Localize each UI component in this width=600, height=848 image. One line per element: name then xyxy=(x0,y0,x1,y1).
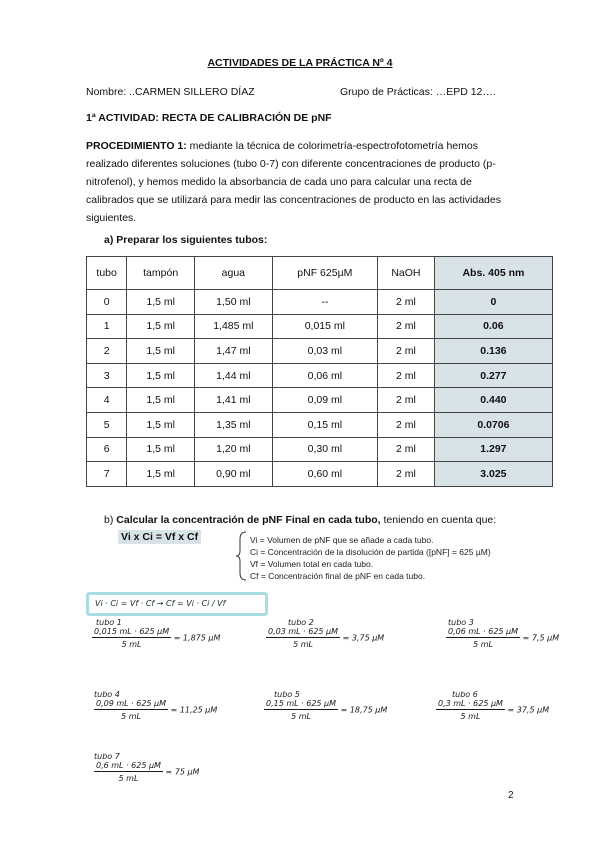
cell-absorbance: 1.297 xyxy=(434,437,552,462)
cell-pnf: 0,015 ml xyxy=(272,314,377,339)
cell-pnf: 0,06 ml xyxy=(272,363,377,388)
calc-tubo-2 xyxy=(266,618,384,649)
calc-denominator: 5 mL xyxy=(121,640,142,649)
cell-tubo: 5 xyxy=(87,412,127,437)
calc-denominator: 5 mL xyxy=(293,640,313,649)
cell-naoh: 2 ml xyxy=(378,388,435,413)
activity-heading: 1ª ACTIVIDAD: RECTA DE CALIBRACIÓN DE pNF xyxy=(86,112,332,124)
calc-result: = 1,875 µM xyxy=(173,633,221,643)
legend-ci: Ci = Concentración de la disolución de partida ([pNF] = 625 µM) xyxy=(250,547,491,557)
cell-tampon: 1,5 ml xyxy=(127,290,195,315)
section-a-heading: a) Preparar los siguientes tubos: xyxy=(104,234,268,246)
cell-absorbance: 0.0706 xyxy=(434,412,552,437)
calc-tubo-7 xyxy=(94,752,199,783)
formula-legend xyxy=(250,534,491,582)
legend-vf: Vf = Volumen total en cada tubo. xyxy=(250,559,374,569)
tubes-table xyxy=(86,256,553,487)
table-row xyxy=(87,339,553,364)
cell-agua: 1,20 ml xyxy=(195,437,273,462)
cell-naoh: 2 ml xyxy=(378,462,435,487)
calc-result: = 75 µM xyxy=(165,767,200,777)
cell-agua: 1,41 ml xyxy=(195,388,273,413)
cell-tampon: 1,5 ml xyxy=(127,339,195,364)
cell-pnf: 0,60 ml xyxy=(272,462,377,487)
legend-cf: Cf = Concentración final de pNF en cada tubo. xyxy=(250,571,426,581)
calc-tubo-1 xyxy=(92,618,220,649)
cell-naoh: 2 ml xyxy=(378,363,435,388)
cell-tampon: 1,5 ml xyxy=(127,363,195,388)
cell-naoh: 2 ml xyxy=(378,314,435,339)
section-b-bold: Calcular la concentración de pNF Final en cada tubo, xyxy=(116,514,381,526)
calc-denominator: 5 mL xyxy=(118,774,139,783)
cell-tampon: 1,5 ml xyxy=(127,412,195,437)
calc-numerator: 0,6 mL · 625 µM xyxy=(96,761,161,770)
legend-vi: Vi = Volumen de pNF que se añade a cada tubo. xyxy=(250,535,434,545)
cell-tampon: 1,5 ml xyxy=(127,388,195,413)
calc-result: = 3,75 µM xyxy=(342,633,385,643)
cell-naoh: 2 ml xyxy=(378,339,435,364)
cell-pnf: 0,15 ml xyxy=(272,412,377,437)
table-row xyxy=(87,314,553,339)
header-tubo: tubo xyxy=(87,257,127,290)
cell-agua: 1,485 ml xyxy=(195,314,273,339)
calc-numerator: 0,3 mL · 625 µM xyxy=(438,699,503,708)
cell-pnf: -- xyxy=(272,290,377,315)
calc-label: tubo 7 xyxy=(94,752,120,761)
table-header-row xyxy=(87,257,553,290)
cell-pnf: 0,30 ml xyxy=(272,437,377,462)
table-row xyxy=(87,437,553,462)
header-agua: agua xyxy=(195,257,273,290)
cell-tampon: 1,5 ml xyxy=(127,314,195,339)
cell-absorbance: 0.136 xyxy=(434,339,552,364)
calc-result: = 11,25 µM xyxy=(170,705,218,715)
calc-result: = 18,75 µM xyxy=(340,705,388,715)
cell-tubo: 1 xyxy=(87,314,127,339)
calc-label: tubo 3 xyxy=(448,618,474,627)
student-name: Nombre: ..CARMEN SILLERO DÍAZ xyxy=(86,86,255,98)
calc-denominator: 5 mL xyxy=(460,712,481,721)
cell-naoh: 2 ml xyxy=(378,290,435,315)
calc-numerator: 0,015 mL · 625 µM xyxy=(94,627,170,636)
table-row xyxy=(87,363,553,388)
cell-tubo: 0 xyxy=(87,290,127,315)
table-row xyxy=(87,388,553,413)
cell-agua: 1,50 ml xyxy=(195,290,273,315)
cell-tubo: 3 xyxy=(87,363,127,388)
dilution-formula: Vi x Ci = Vf x Cf xyxy=(118,530,201,544)
cell-absorbance: 0 xyxy=(434,290,552,315)
table-row xyxy=(87,462,553,487)
calc-numerator: 0,06 mL · 625 µM xyxy=(448,627,519,636)
section-b-rest: teniendo en cuenta que: xyxy=(380,514,497,526)
calc-label: tubo 2 xyxy=(288,618,314,627)
cell-agua: 0,90 ml xyxy=(195,462,273,487)
document-title: ACTIVIDADES DE LA PRÁCTICA Nº 4 xyxy=(207,57,393,69)
calc-denominator: 5 mL xyxy=(291,712,311,721)
cell-agua: 1,47 ml xyxy=(195,339,273,364)
section-b-prefix: b) xyxy=(104,514,117,526)
calc-label: tubo 5 xyxy=(274,690,300,699)
header-naoh: NaOH xyxy=(378,257,435,290)
section-b-heading xyxy=(104,514,496,526)
cell-agua: 1,35 ml xyxy=(195,412,273,437)
cell-naoh: 2 ml xyxy=(378,437,435,462)
practice-group: Grupo de Prácticas: …EPD 12…. xyxy=(340,86,496,98)
cell-naoh: 2 ml xyxy=(378,412,435,437)
procedure-text: mediante la técnica de colorimetría-espectrofotometría hemos realizado diferentes soluciones (tubo 0-7) con diferente concentraciones de producto (p-nitrofenol), y hemos medido la absorbancia de cada uno para calcular una recta de calibrados que se utilizará para medir las concentraciones de producto en las actividades siguientes. xyxy=(86,140,501,224)
calc-tubo-4 xyxy=(94,690,217,721)
calc-denominator: 5 mL xyxy=(121,712,141,721)
table-row xyxy=(87,290,553,315)
header-pnf: pNF 625µM xyxy=(272,257,377,290)
cell-absorbance: 0.277 xyxy=(434,363,552,388)
cell-pnf: 0,09 ml xyxy=(272,388,377,413)
cell-tampon: 1,5 ml xyxy=(127,437,195,462)
cell-tubo: 7 xyxy=(87,462,127,487)
calc-tubo-3 xyxy=(446,618,559,649)
handwritten-equation: Vi · Ci = Vf · Cf → Cf = Vi · Ci / Vf xyxy=(86,592,268,616)
page-number: 2 xyxy=(508,790,514,801)
calc-denominator: 5 mL xyxy=(473,640,493,649)
calc-numerator: 0,09 mL · 625 µM xyxy=(96,699,167,708)
brace-icon xyxy=(236,531,248,581)
table-row xyxy=(87,412,553,437)
calc-tubo-6 xyxy=(436,690,549,721)
calc-result: = 7,5 µM xyxy=(522,633,560,643)
cell-absorbance: 0.440 xyxy=(434,388,552,413)
cell-tampon: 1,5 ml xyxy=(127,462,195,487)
cell-absorbance: 3.025 xyxy=(434,462,552,487)
calc-numerator: 0,03 mL · 625 µM xyxy=(268,627,339,636)
cell-pnf: 0,03 ml xyxy=(272,339,377,364)
calc-label: tubo 1 xyxy=(96,618,122,627)
cell-absorbance: 0.06 xyxy=(434,314,552,339)
procedure-paragraph xyxy=(86,137,516,227)
header-tampon: tampón xyxy=(127,257,195,290)
calc-label: tubo 4 xyxy=(94,690,120,699)
header-absorbance: Abs. 405 nm xyxy=(434,257,552,290)
cell-agua: 1,44 ml xyxy=(195,363,273,388)
calc-tubo-5 xyxy=(264,690,387,721)
calc-result: = 37,5 µM xyxy=(507,705,550,715)
cell-tubo: 4 xyxy=(87,388,127,413)
cell-tubo: 2 xyxy=(87,339,127,364)
calc-numerator: 0,15 mL · 625 µM xyxy=(266,699,337,708)
calc-label: tubo 6 xyxy=(452,690,478,699)
procedure-label: PROCEDIMIENTO 1: xyxy=(86,140,187,152)
cell-tubo: 6 xyxy=(87,437,127,462)
